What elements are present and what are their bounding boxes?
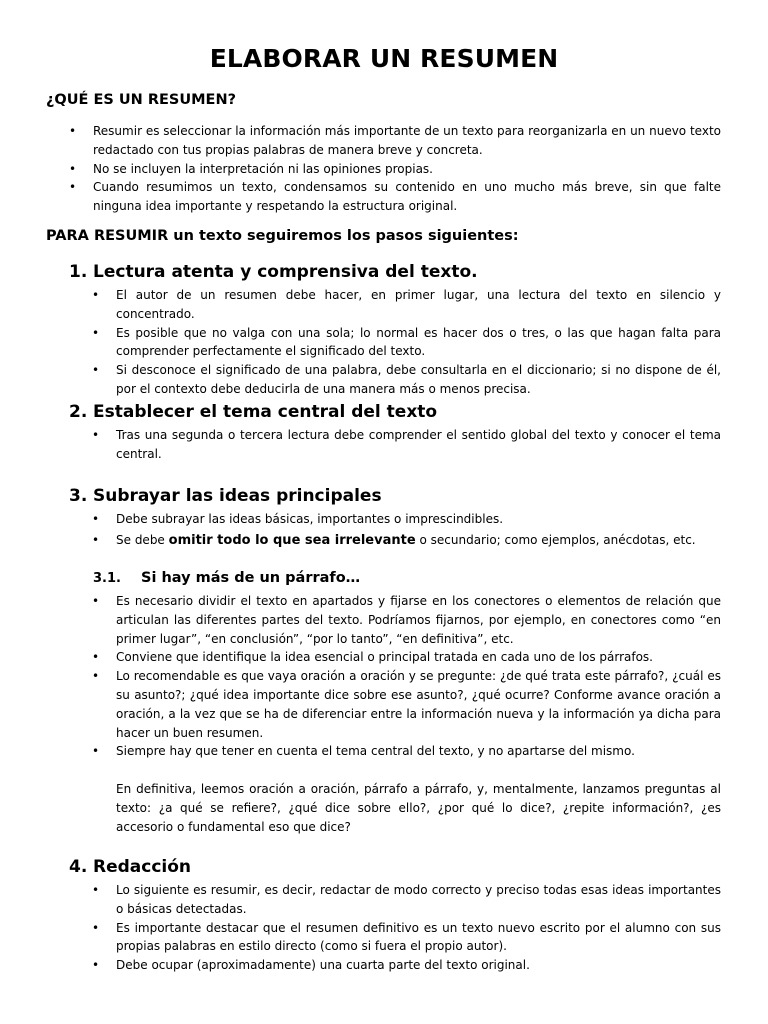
text-run: Se debe: [116, 532, 169, 547]
list-item: [116, 531, 721, 551]
step-1-heading: [69, 262, 478, 282]
subsection-3-1-heading: [93, 570, 360, 586]
intro-bullet-list: [93, 122, 721, 216]
step-number: 3.: [69, 486, 88, 506]
section-heading-pasos: PARA RESUMIR un texto seguiremos los pasos siguientes:: [46, 228, 519, 244]
step-title: Lectura atenta y comprensiva del texto.: [93, 262, 478, 282]
list-item: • No se incluyen la interpretación ni las opiniones propias.: [93, 160, 721, 179]
list-item: • Es importante destacar que el resumen definitivo es un texto nuevo escrito por el alumno con sus propias palabras en estilo directo (como si fuera el propio autor).: [116, 919, 721, 957]
step-title: Redacción: [93, 857, 192, 877]
list-item: • Es posible que no valga con una sola; lo normal es hacer dos o tres, o las que hagan falta para comprender perfectamente el significado del texto.: [116, 324, 721, 362]
step-number: 4.: [69, 857, 88, 877]
step-2-heading: [69, 402, 437, 422]
text-run: o secundario; como ejemplos, anécdotas, etc.: [415, 532, 696, 547]
list-item: • Lo siguiente es resumir, es decir, redactar de modo correcto y preciso todas esas ideas importantes o básicas detectadas.: [116, 881, 721, 919]
step-title: Subrayar las ideas principales: [93, 486, 382, 506]
step-title: Establecer el tema central del texto: [93, 402, 438, 422]
subsection-number: 3.1.: [93, 571, 121, 586]
subsection-3-1-bullet-list: [116, 592, 721, 761]
subsection-title: Si hay más de un párrafo…: [141, 570, 361, 586]
list-item: • Si desconoce el significado de una palabra, debe consultarla en el diccionario; si no dispone de él, por el contexto debe deducirla de una manera más o menos precisa.: [116, 361, 721, 399]
list-item: • Debe subrayar las ideas básicas, importantes o imprescindibles.: [116, 510, 721, 529]
emphasis-text: omitir todo lo que sea irrelevante: [168, 532, 416, 548]
list-item: • Es necesario dividir el texto en apartados y fijarse en los conectores o elementos de relación que articulan las diferentes partes del texto. Podríamos fijarnos, por ejemplo, en conectores como “en primer lugar”, “en conclusión”, “por lo tanto”, “en definitiva”, etc.: [116, 592, 721, 648]
list-item: • Tras una segunda o tercera lectura debe comprender el sentido global del texto y conocer el tema central.: [116, 426, 721, 464]
list-item: • Conviene que identifique la idea esencial o principal tratada en cada uno de los párrafos.: [116, 648, 721, 667]
step-4-bullet-list: [116, 881, 721, 975]
step-1-bullet-list: [116, 286, 721, 399]
list-item: • Siempre hay que tener en cuenta el tema central del texto, y no apartarse del mismo.: [116, 742, 721, 761]
document-title: ELABORAR UN RESUMEN: [209, 44, 559, 73]
step-number: 1.: [69, 262, 88, 282]
list-item: • Resumir es seleccionar la información más importante de un texto para reorganizarla en un nuevo texto redactado con tus propias palabras de manera breve y concreta.: [93, 122, 721, 160]
step-3-bullet-list: [116, 510, 721, 551]
step-3-heading: [69, 486, 382, 506]
step-number: 2.: [69, 402, 88, 422]
step-2-bullet-list: [116, 426, 721, 464]
list-item: • Cuando resumimos un texto, condensamos su contenido en uno mucho más breve, sin que falte ninguna idea importante y respetando la estructura original.: [93, 178, 721, 216]
list-item: • Lo recomendable es que vaya oración a oración y se pregunte: ¿de qué trata este párrafo?, ¿cuál es su asunto?; ¿qué idea importante dice sobre ese asunto?, ¿qué ocurre? Conforme avance oración a oración, a la vez que se ha de diferenciar entre la información nueva y la información ya dicha para hacer un buen resumen.: [116, 667, 721, 742]
section-heading-que-es: ¿QUÉ ES UN RESUMEN?: [46, 92, 236, 108]
list-item: • Debe ocupar (aproximadamente) una cuarta parte del texto original.: [116, 956, 721, 975]
list-item: • El autor de un resumen debe hacer, en primer lugar, una lectura del texto en silencio y concentrado.: [116, 286, 721, 324]
step-4-heading: [69, 857, 191, 877]
summary-paragraph: En definitiva, leemos oración a oración, párrafo a párrafo, y, mentalmente, lanzamos preguntas al texto: ¿a qué se refiere?, ¿qué dice sobre ello?, ¿por qué lo dice?, ¿repite información?, ¿es accesorio o fundamental eso que dice?: [116, 782, 721, 834]
